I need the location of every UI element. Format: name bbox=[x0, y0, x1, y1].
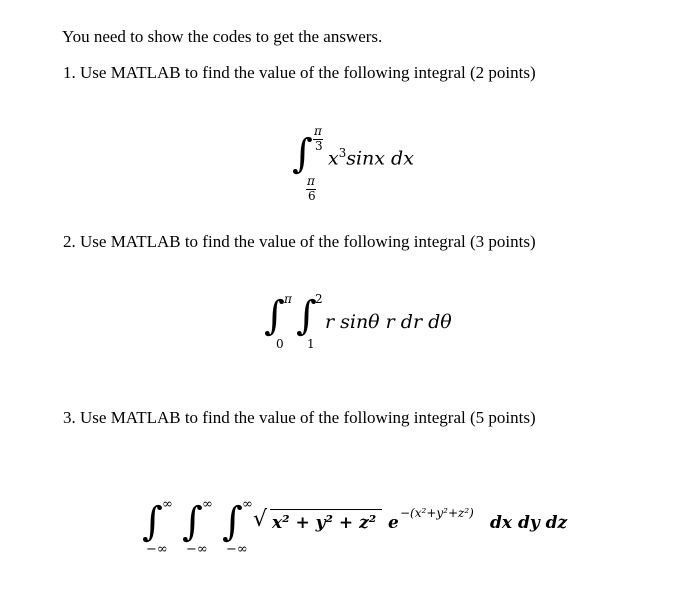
upper-limit-denominator: 3 bbox=[315, 139, 323, 153]
sqrt-content: x² + y² + z² bbox=[272, 513, 377, 533]
inner-integral-sign: ∫ bbox=[296, 293, 317, 339]
upper-limit-numerator: π bbox=[314, 124, 322, 138]
outer-lower-limit: 0 bbox=[276, 337, 284, 351]
integrand-exponent: 3 bbox=[338, 146, 347, 160]
inner-lower-limit: 1 bbox=[307, 337, 315, 351]
instructions-text: You need to show the codes to get the answers. bbox=[62, 27, 383, 46]
sqrt-sign: √ bbox=[253, 507, 268, 532]
integral-2-lower-limit: −∞ bbox=[186, 542, 208, 557]
exp-base: e bbox=[388, 513, 399, 533]
integrand-rest: sinx dx bbox=[346, 147, 414, 170]
integral-sign-3: ∫ bbox=[222, 499, 243, 545]
integral-3-upper-limit: ∞ bbox=[242, 497, 253, 512]
integrand: r sinθ r dr dθ bbox=[325, 311, 452, 333]
integral-1-lower-limit: −∞ bbox=[146, 542, 168, 557]
integral-3-lower-limit: −∞ bbox=[226, 542, 248, 557]
lower-limit-denominator: 6 bbox=[308, 189, 316, 203]
integral-sign-2: ∫ bbox=[182, 499, 203, 545]
integrand-base: x bbox=[328, 147, 339, 170]
question-1-label: 1. Use MATLAB to find the value of the following integral (2 points) bbox=[63, 63, 536, 82]
outer-integral-sign: ∫ bbox=[264, 293, 285, 339]
integral-sign: ∫ bbox=[292, 131, 313, 177]
question-2-label: 2. Use MATLAB to find the value of the following integral (3 points) bbox=[63, 232, 536, 251]
outer-upper-limit: π bbox=[284, 292, 292, 306]
inner-upper-limit: 2 bbox=[315, 292, 323, 306]
integral-sign-1: ∫ bbox=[142, 499, 163, 545]
exp-power: −(x²+y²+z²) bbox=[400, 506, 474, 520]
integral-2-upper-limit: ∞ bbox=[202, 497, 213, 512]
differentials: dx dy dz bbox=[490, 513, 568, 533]
lower-limit-numerator: π bbox=[307, 174, 315, 188]
question-3-label: 3. Use MATLAB to find the value of the following integral (5 points) bbox=[63, 408, 536, 427]
integrand bbox=[328, 146, 414, 169]
sqrt-overline bbox=[270, 509, 382, 510]
integral-1-upper-limit: ∞ bbox=[162, 497, 173, 512]
